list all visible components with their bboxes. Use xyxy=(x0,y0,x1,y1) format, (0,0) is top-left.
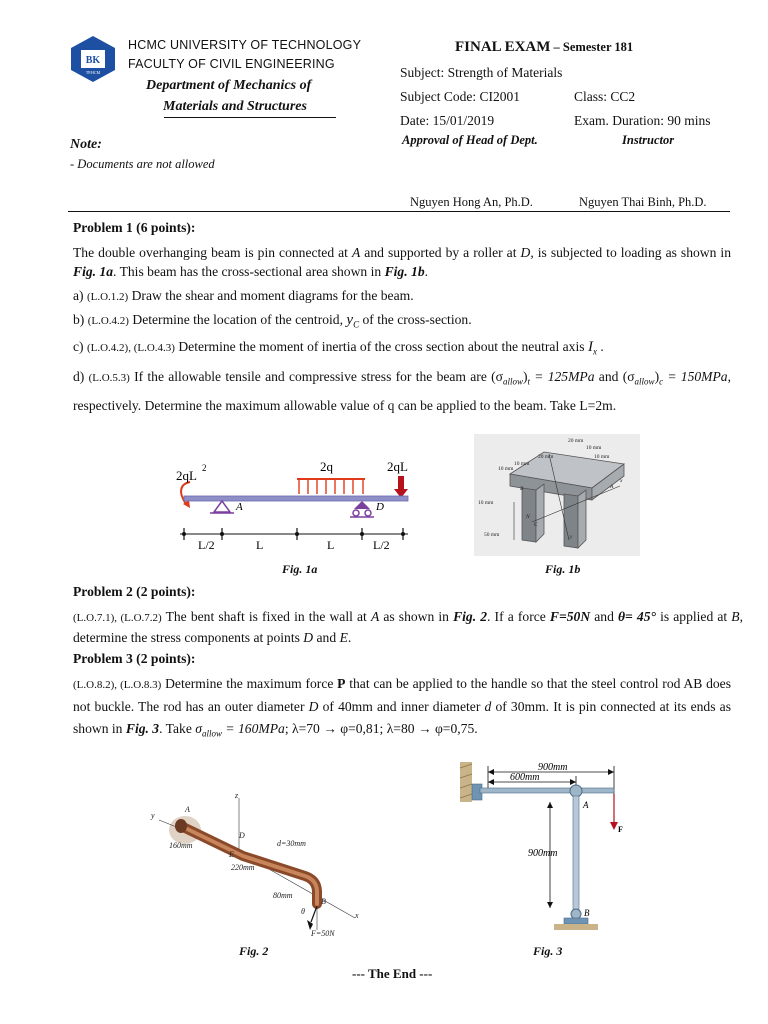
problem2-title: Problem 2 (2 points): xyxy=(73,584,196,599)
class: Class: CC2 xyxy=(574,89,636,104)
svg-text:10 mm: 10 mm xyxy=(586,445,602,451)
department-underline xyxy=(164,117,336,118)
subject: Subject: Strength of Materials xyxy=(400,65,563,80)
note-text: - Documents are not allowed xyxy=(70,157,215,171)
university-logo-icon xyxy=(68,34,118,84)
svg-text:D: D xyxy=(239,831,245,840)
beam xyxy=(184,496,408,501)
fig-1a-caption: Fig. 1a xyxy=(282,562,318,576)
header-divider xyxy=(68,211,730,212)
svg-text:220mm: 220mm xyxy=(231,863,255,872)
svg-text:y: y xyxy=(570,534,573,540)
svg-text:2q: 2q xyxy=(320,459,333,474)
problem3-text: (L.O.8.2), (L.O.8.3) Determine the maximum force P that can be applied to the handle so that the steel control rod AB does not buckle. The rod has an outer diameter D of 40mm and inner diameter d of 30mm. It is pin connected at its ends as shown in Fig. 3. Take $\sigma_{allow} = 160MPa$; λ=70 → φ=0,81; λ=80 → φ=0,75. xyxy=(73,676,731,739)
control-rod xyxy=(573,796,579,914)
problem3-title: Problem 3 (2 points): xyxy=(73,651,196,666)
svg-text:L/2: L/2 xyxy=(373,538,390,552)
problem2-text: (L.O.7.1), (L.O.7.2) The bent shaft is fixed in the wall at A as shown in Fig. 2. If a force F=50N and θ= 45° is applied at B, determine the stress components at points D and E. xyxy=(73,609,744,645)
svg-text:10 mm: 10 mm xyxy=(498,466,514,472)
svg-text:A: A xyxy=(610,484,614,490)
svg-text:B: B xyxy=(321,897,326,906)
approval-label: Approval of Head of Dept. xyxy=(402,133,538,147)
svg-text:z: z xyxy=(235,791,239,800)
svg-text:θ: θ xyxy=(301,907,305,916)
svg-text:L: L xyxy=(256,538,264,552)
note-label: Note: xyxy=(70,137,102,152)
the-end: --- The End --- xyxy=(352,966,433,981)
department-line-1: Department of Mechanics of xyxy=(146,78,312,93)
svg-text:2qL: 2qL xyxy=(387,459,408,474)
svg-text:900mm: 900mm xyxy=(538,762,568,773)
fig-3-caption: Fig. 3 xyxy=(533,944,563,958)
svg-text:10 mm: 10 mm xyxy=(594,454,610,460)
svg-text:E: E xyxy=(229,850,234,859)
fig-1a-beam-diagram xyxy=(170,452,420,557)
university-name: HCMC UNIVERSITY OF TECHNOLOGY xyxy=(128,38,362,52)
fig-3-lever-rod xyxy=(458,758,638,938)
svg-text:600mm: 600mm xyxy=(510,772,540,783)
exam-title: FINAL EXAM – Semester 181 xyxy=(455,39,634,55)
svg-text:2: 2 xyxy=(202,463,207,473)
svg-text:900mm: 900mm xyxy=(528,848,558,859)
svg-text:50 mm: 50 mm xyxy=(484,532,500,538)
svg-text:2qL: 2qL xyxy=(176,468,197,483)
svg-text:F: F xyxy=(618,825,623,834)
svg-text:BK: BK xyxy=(85,55,101,66)
svg-text:C: C xyxy=(534,522,538,528)
svg-text:L/2: L/2 xyxy=(198,538,215,552)
svg-text:TP.HCM: TP.HCM xyxy=(85,70,101,75)
svg-text:F=50N: F=50N xyxy=(311,929,335,938)
pin-support-icon xyxy=(214,501,230,512)
fig-1b-caption: Fig. 1b xyxy=(545,562,581,576)
roller-support-icon xyxy=(354,501,370,509)
svg-text:D: D xyxy=(376,501,384,513)
svg-text:80mm: 80mm xyxy=(273,891,293,900)
instructor-label: Instructor xyxy=(622,133,675,147)
problem1-part-c: c) (L.O.4.2), (L.O.4.3) Determine the moment of inertia of the cross section about the neutral axis $I_x$ . xyxy=(73,339,604,357)
svg-text:B: B xyxy=(520,486,524,492)
head-of-dept-name: Nguyen Hong An, Ph.D. xyxy=(410,195,533,209)
svg-text:A: A xyxy=(236,501,243,513)
svg-text:N: N xyxy=(526,514,530,520)
subject-code: Subject Code: CI2001 xyxy=(400,89,520,104)
svg-text:10 mm: 10 mm xyxy=(478,500,494,506)
svg-text:L: L xyxy=(327,538,335,552)
svg-text:20 mm: 20 mm xyxy=(568,438,584,444)
svg-text:d=30mm: d=30mm xyxy=(277,839,306,848)
problem1-part-b: b) (L.O.4.2) Determine the location of the centroid, $y_C$ of the cross-section. xyxy=(73,312,472,330)
exam-duration: Exam. Duration: 90 mins xyxy=(574,113,711,128)
svg-text:x: x xyxy=(620,478,623,484)
fig-2-caption: Fig. 2 xyxy=(239,944,269,958)
svg-text:160mm: 160mm xyxy=(169,841,193,850)
faculty-name: FACULTY OF CIVIL ENGINEERING xyxy=(128,57,335,71)
fig-2-bent-shaft xyxy=(145,790,365,938)
exam-date: Date: 15/01/2019 xyxy=(400,113,495,128)
department-line-2: Materials and Structures xyxy=(163,99,307,114)
svg-text:A: A xyxy=(583,800,589,810)
force-arrow-icon xyxy=(610,822,618,830)
problem1-title: Problem 1 (6 points): xyxy=(73,220,196,235)
svg-text:y: y xyxy=(151,811,155,820)
university-logo xyxy=(68,34,118,84)
svg-text:10 mm: 10 mm xyxy=(514,461,530,467)
instructor-name: Nguyen Thai Binh, Ph.D. xyxy=(579,195,707,209)
svg-text:B: B xyxy=(584,908,590,918)
svg-text:20 mm: 20 mm xyxy=(538,454,554,460)
problem1-part-d: d) (L.O.5.3) If the allowable tensile and compressive stress for the beam are $(\sigma_{allow})_t = 125MPa$ and $(\sigma_{allow})_c = 150MPa$, respectively. Determine the maximum allowable value of q can be applied to the beam. Take L=2m. xyxy=(73,369,731,413)
svg-text:A: A xyxy=(185,805,190,814)
problem1-intro: The double overhanging beam is pin connected at A and supported by a roller at D, is subjected to loading as shown in Fig. 1a. This beam has the cross-sectional area shown in Fig. 1b. xyxy=(73,245,731,279)
problem1-part-a: a) (L.O.1.2) Draw the shear and moment diagrams for the beam. xyxy=(73,288,414,303)
fig-1b-cross-section xyxy=(474,434,640,556)
svg-text:x: x xyxy=(355,911,359,920)
